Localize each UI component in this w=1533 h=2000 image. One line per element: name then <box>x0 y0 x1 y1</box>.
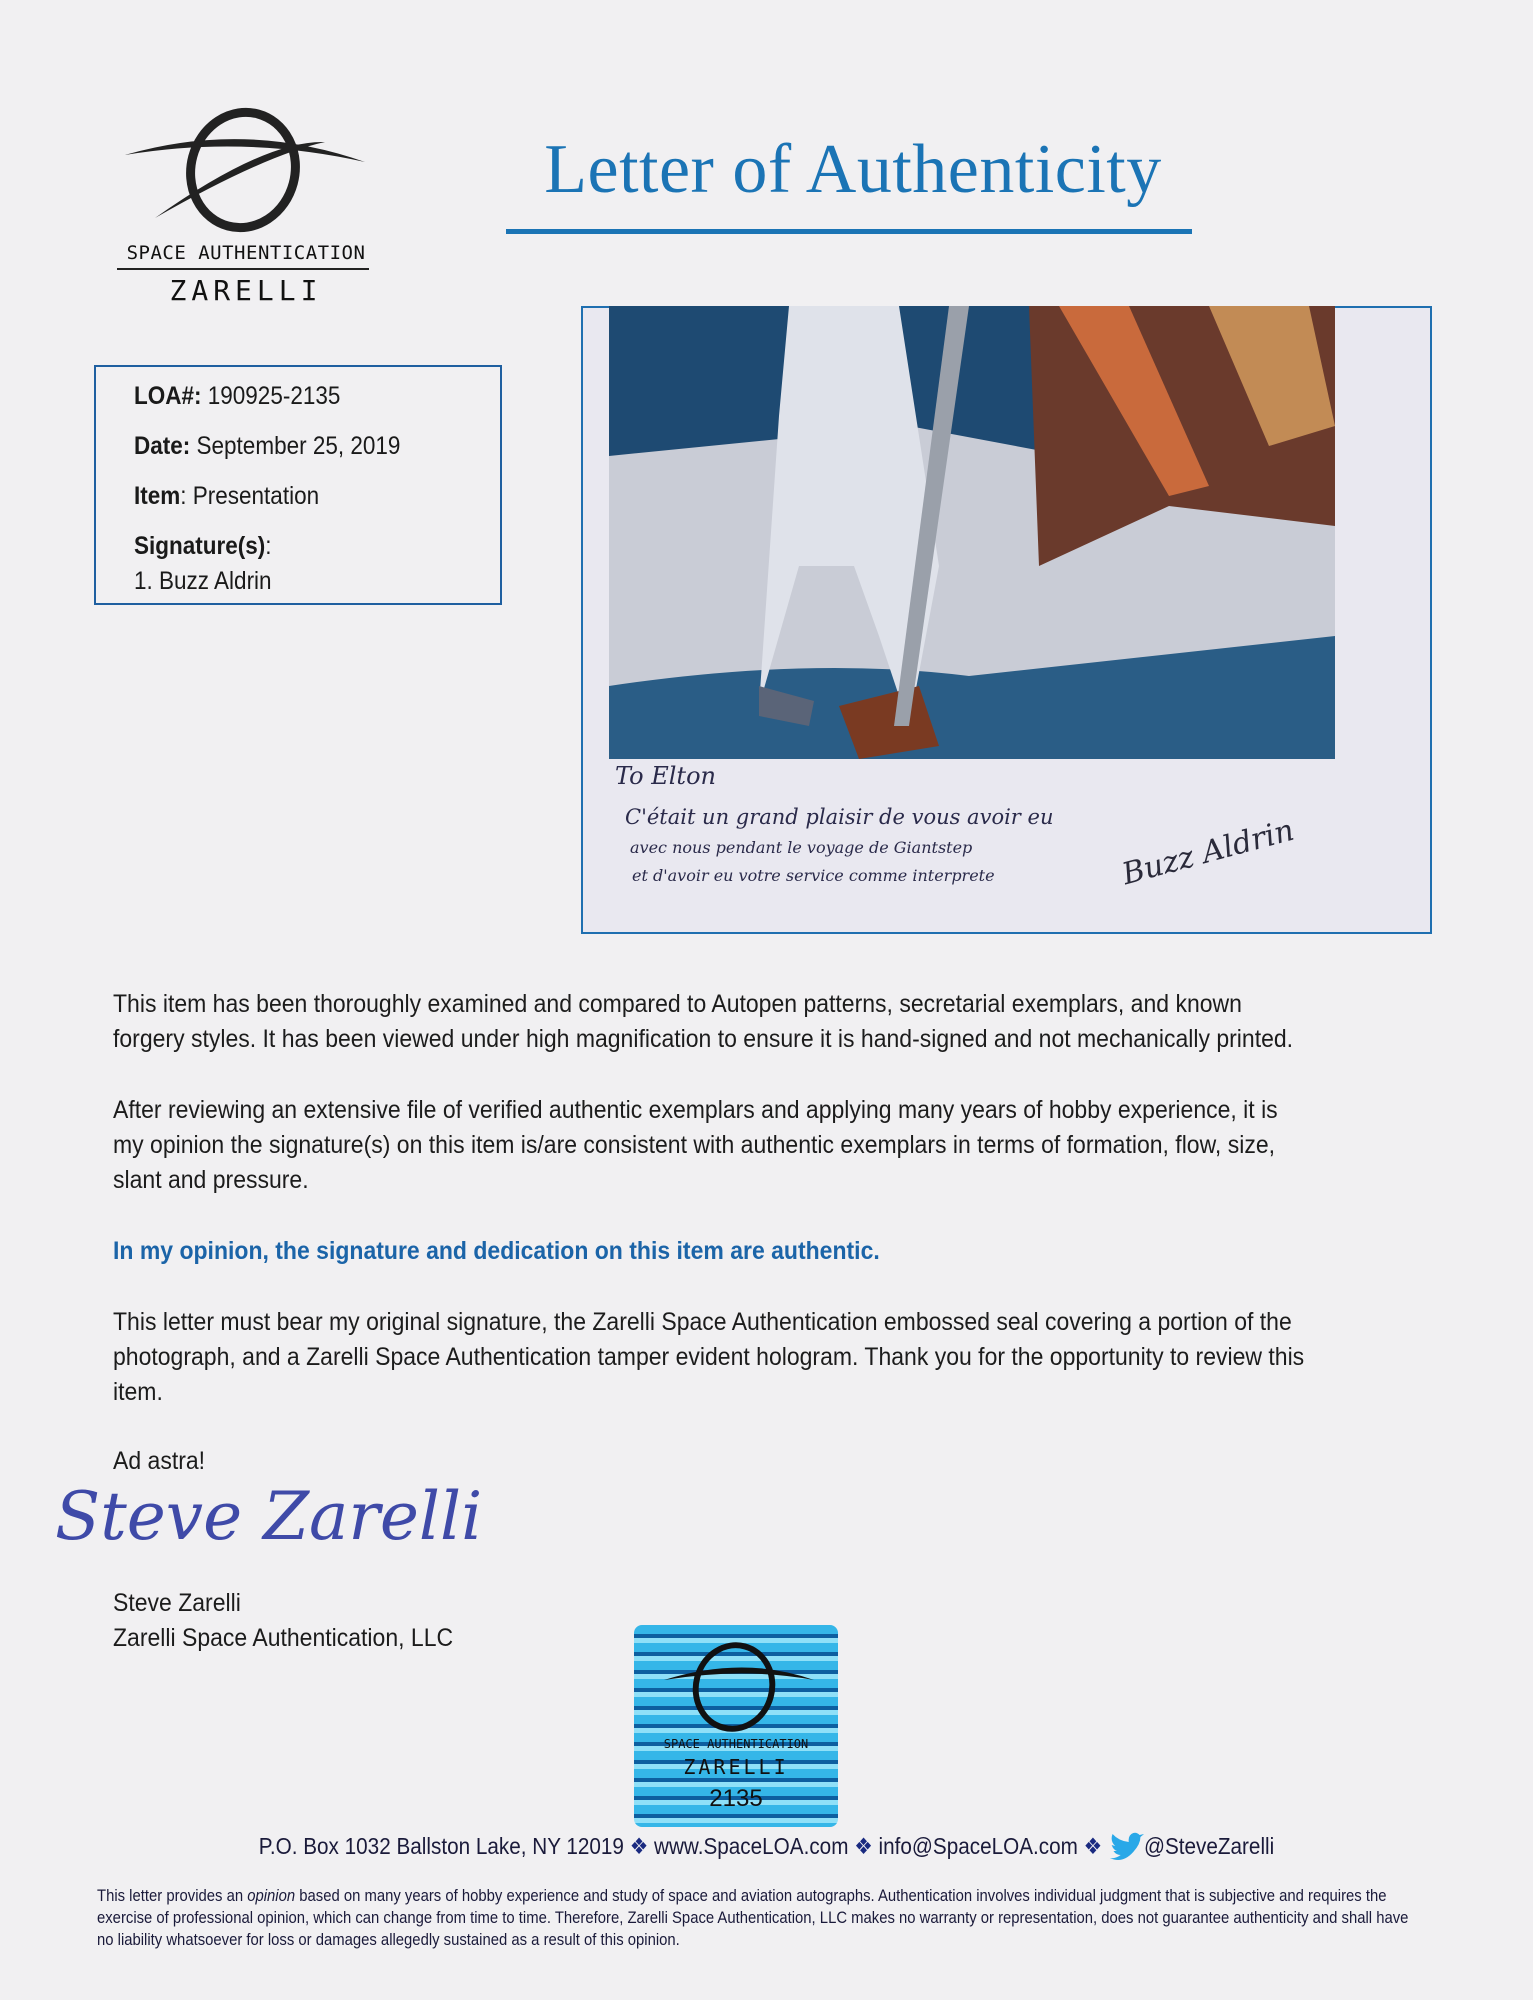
date-value: September 25, 2019 <box>196 432 401 460</box>
zarelli-logo <box>115 100 375 315</box>
loa-row <box>134 377 463 415</box>
disclaimer-text: based on many years of hobby experience and study of space and aviation autographs. Authentication involves individual judgment that is subjective and requires the exercise of professional opinion, which can change from time to time. Therefore, Zarelli Space Authentication, LLC makes no warranty or representation, does not guarantee authenticity and shall have no liability whatsoever for loss or damages allegedly sustained as a result of this opinion. <box>97 1887 1409 1949</box>
aldrin-signature: Buzz Aldrin <box>1118 812 1298 893</box>
orbit-logo-icon <box>115 100 375 240</box>
astronaut-photo-image <box>609 306 1335 759</box>
authenticity-statement: In my opinion, the signature and dedication on this item are authentic. <box>113 1237 880 1265</box>
paragraph-opinion-basis: After reviewing an extensive file of verified authentic exemplars and applying many years of hobby experience, it is my opinion the signature(s) on this item is/are consistent with authentic exemplars in terms of formation, flow, size, slant and pressure. <box>113 1096 1278 1194</box>
item-value: : Presentation <box>180 482 320 510</box>
loa-value: 190925-2135 <box>207 382 341 410</box>
signer-name: Steve Zarelli <box>113 1589 241 1617</box>
loa-label: LOA#: <box>134 382 202 410</box>
twitter-icon <box>1108 1832 1144 1864</box>
signatures-row <box>134 527 463 565</box>
title-underline <box>506 229 1192 234</box>
signature-list-item: 1. Buzz Aldrin <box>134 567 272 595</box>
closing: Ad astra! <box>113 1447 206 1475</box>
inscription-line: avec nous pendant le voyage de Giantstep <box>630 838 973 857</box>
logo-name: ZARELLI <box>169 274 323 307</box>
colon: : <box>265 532 272 560</box>
website-link[interactable]: www.SpaceLOA.com <box>654 1833 849 1860</box>
twitter-handle[interactable]: @SteveZarelli <box>1143 1833 1275 1860</box>
footer-contact <box>77 1832 1457 1864</box>
signatures-label: Signature(s) <box>134 532 266 560</box>
email-link[interactable]: info@SpaceLOA.com <box>878 1833 1078 1860</box>
info-box <box>94 365 502 605</box>
disclaimer <box>97 1885 1411 1951</box>
disclaimer-emphasis: opinion <box>247 1887 296 1905</box>
hologram-text: SPACE AUTHENTICATION <box>663 1737 809 1751</box>
zarelli-signature: Steve Zarelli <box>55 1478 483 1555</box>
date-row <box>134 427 463 465</box>
date-label: Date: <box>134 432 191 460</box>
inscription-line: C'était un grand plaisir de vous avoir eu <box>625 805 1054 829</box>
inscription-line: et d'avoir eu votre service comme interprete <box>632 866 995 885</box>
logo-text: SPACE AUTHENTICATION <box>126 242 366 264</box>
signer-company: Zarelli Space Authentication, LLC <box>113 1624 454 1652</box>
separator-icon: ❖ <box>1083 1833 1103 1860</box>
moon-photo <box>609 306 1335 759</box>
item-label: Item <box>134 482 181 510</box>
address: P.O. Box 1032 Ballston Lake, NY 12019 <box>258 1833 624 1860</box>
inscription-line: To Elton <box>615 762 716 790</box>
hologram-number: 2135 <box>709 1785 763 1812</box>
disclaimer-text: This letter provides an <box>97 1887 248 1905</box>
hologram-name: ZARELLI <box>683 1755 789 1779</box>
logo-divider <box>117 268 369 270</box>
separator-icon: ❖ <box>854 1833 873 1860</box>
security-hologram <box>634 1625 838 1827</box>
item-row <box>134 477 463 515</box>
page-title: Letter of Authenticity <box>544 131 1162 208</box>
paragraph-examination: This item has been thoroughly examined and compared to Autopen patterns, secretarial exemplars, and known forgery styles. It has been viewed under high magnification to ensure it is hand-signed and not mechanically printed. <box>113 990 1294 1053</box>
separator-icon: ❖ <box>629 1833 649 1860</box>
paragraph-requirements: This letter must bear my original signature, the Zarelli Space Authentication embossed seal covering a portion of the photograph, and a Zarelli Space Authentication tamper evident hologram. Thank you for the opportunity to review this item. <box>113 1308 1305 1406</box>
